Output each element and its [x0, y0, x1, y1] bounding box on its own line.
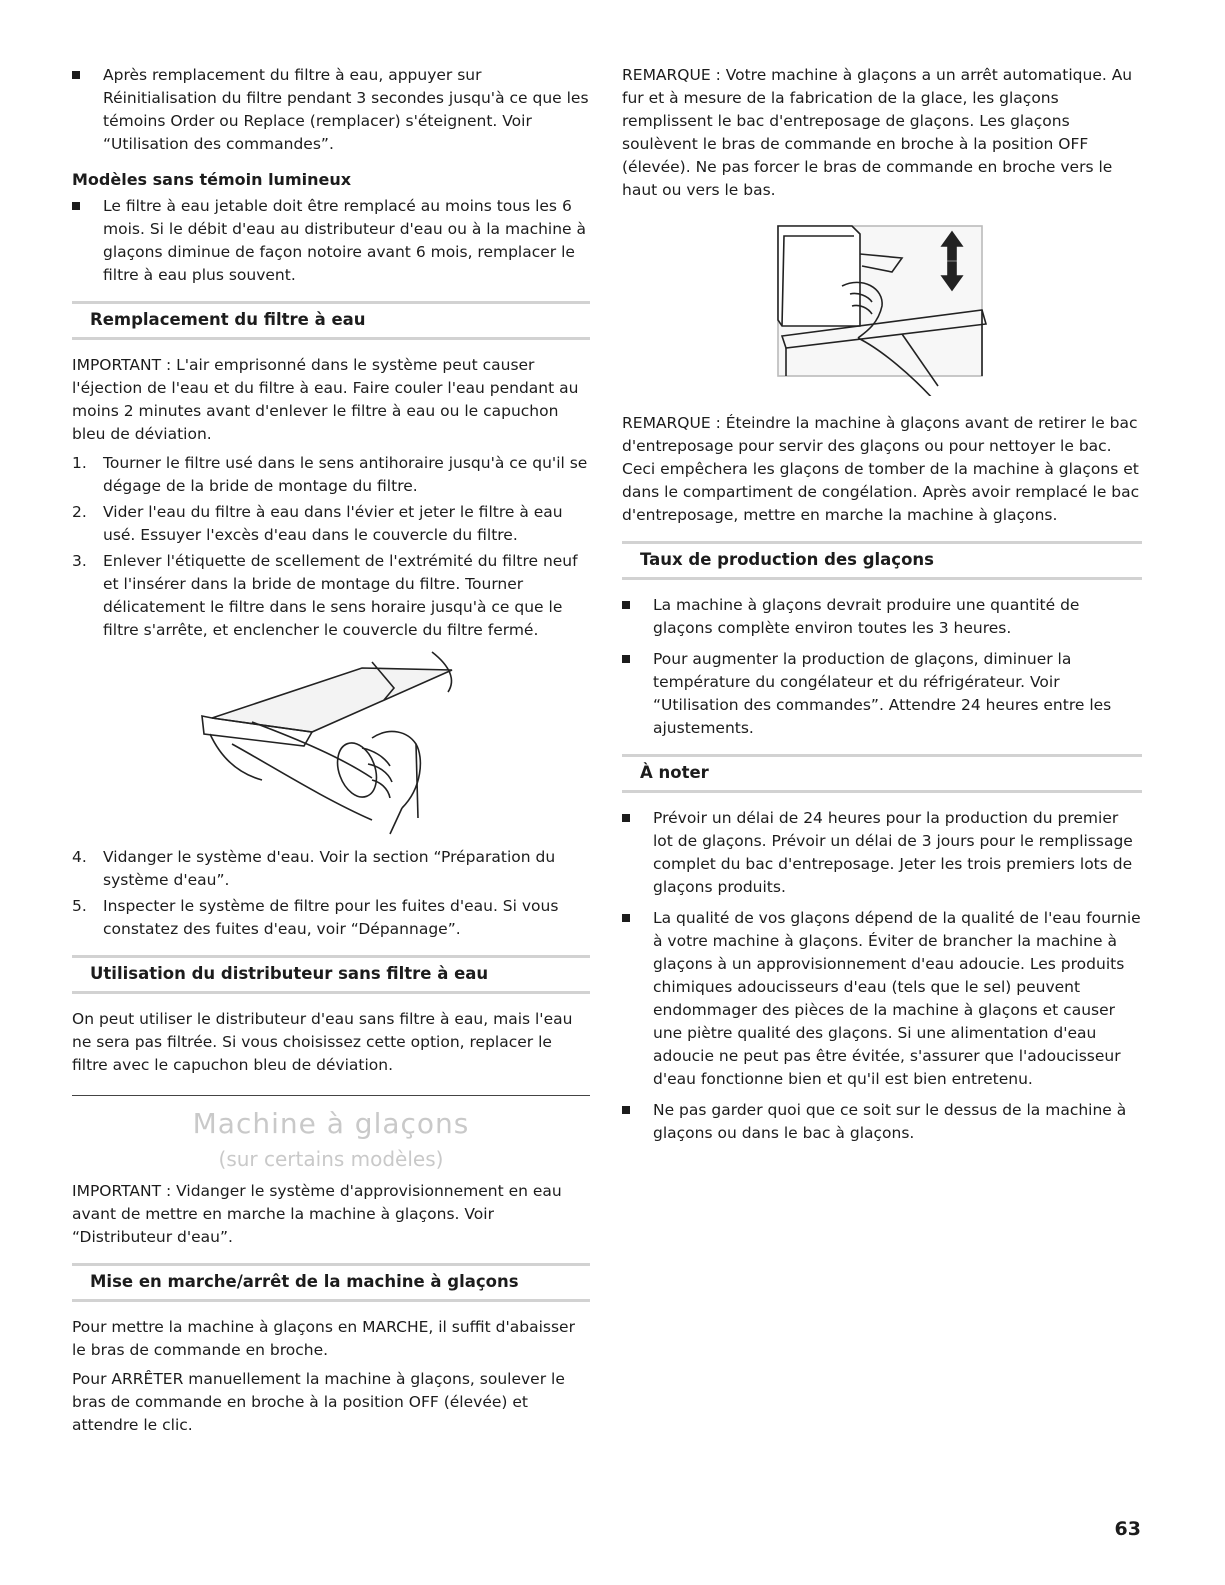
important-water-note: IMPORTANT : Vidanger le système d'approvisionnement en eau avant de mettre en marche la machine à glaçons. Voir “Distributeur d'eau”. — [72, 1182, 562, 1246]
filter-reset-bullet: Après remplacement du filtre à eau, appuyer sur Réinitialisation du filtre pendant 3 secondes jusqu'à ce que les témoins Order ou Replace (remplacer) s'éteignent. Voir “Utilisation des commandes”. — [72, 64, 590, 156]
replace-filter-heading: Remplacement du filtre à eau — [72, 301, 590, 340]
rate-bullet: La machine à glaçons devrait produire une quantité de glaçons complète environ toutes les 3 heures. — [622, 594, 1142, 640]
ice-maker-subtitle: (sur certains modèles) — [218, 1147, 444, 1171]
on-off-paragraph-1: Pour mettre la machine à glaçons en MARCHE, il suffit d'abaisser le bras de commande en broche. — [72, 1318, 575, 1359]
step-item: 3. Enlever l'étiquette de scellement de l'extrémité du filtre neuf et l'insérer dans la bride de montage du filtre. Tourner délicatement le filtre dans le sens horaire jusqu'à ce que le filtre s'arrête, et enclencher le couvercle du filtre fermé. — [72, 552, 578, 639]
step-item: 1. Tourner le filtre usé dans le sens antihoraire jusqu'à ce qu'il se dégage de la bride de montage du filtre. — [72, 454, 588, 495]
production-rate-heading: Taux de production des glaçons — [622, 541, 1142, 580]
note-bullet: Ne pas garder quoi que ce soit sur le dessus de la machine à glaçons ou dans le bac à glaçons. — [622, 1099, 1142, 1145]
page-number: 63 — [1114, 1518, 1141, 1540]
note-heading: À noter — [622, 754, 1142, 793]
step-item: 5. Inspecter le système de filtre pour les fuites d'eau. Si vous constatez des fuites d'eau, voir “Dépannage”. — [72, 897, 559, 938]
left-column — [72, 64, 590, 1443]
note-bullet: La qualité de vos glaçons dépend de la qualité de l'eau fournie à votre machine à glaçons. Éviter de brancher la machine à glaçons à un approvisionnement d'eau adoucie. Les produits chimiques adoucisseurs d'eau (tels que le sel) peuvent endommager des pièces de la machine à glaçons et causer une piètre qualité des glaçons. Si une alimentation d'eau adoucie ne peut pas être évitée, s'assurer que l'adoucisseur d'eau fonctionne bien et qu'il est bien entretenu. — [622, 907, 1142, 1091]
filter-replace-interval-bullet: Le filtre à eau jetable doit être remplacé au moins tous les 6 mois. Si le débit d'eau au distributeur d'eau ou à la machine à glaçons diminue de façon notoire avant 6 mois, remplacer le filtre à eau plus souvent. — [72, 195, 590, 287]
hand-twisting-filter-icon — [72, 648, 590, 844]
step-item: 2. Vider l'eau du filtre à eau dans l'évier et jeter le filtre à eau usé. Essuyer l'excès d'eau dans le couvercle du filtre. — [72, 503, 563, 544]
step-item: 4. Vidanger le système d'eau. Voir la section “Préparation du système d'eau”. — [72, 848, 556, 889]
filter-illustration — [72, 648, 590, 844]
on-off-paragraph-2: Pour ARRÊTER manuellement la machine à glaçons, soulever le bras de commande en broche à la position OFF (élevée) et attendre le clic. — [72, 1370, 565, 1434]
on-off-heading: Mise en marche/arrêt de la machine à glaçons — [72, 1263, 590, 1302]
ice-maker-illustration — [622, 216, 1142, 396]
remarque-turn-off: REMARQUE : Éteindre la machine à glaçons avant de retirer le bac d'entreposage pour servir des glaçons ou pour nettoyer le bac. Ceci empêchera les glaçons de tomber de la machine à glaçons et dans le compartiment de congélation. Après avoir remplacé le bac d'entreposage, mettre en marche la machine à glaçons. — [622, 414, 1140, 524]
important-air-note: IMPORTANT : L'air emprisonné dans le système peut causer l'éjection de l'eau et du filtre à eau. Faire couler l'eau pendant au moins 2 minutes avant d'enlever le filtre à eau ou le capuchon bleu de déviation. — [72, 356, 579, 443]
no-filter-text: On peut utiliser le distributeur d'eau sans filtre à eau, mais l'eau ne sera pas filtrée. Si vous choisissez cette option, replacer le filtre avec le capuchon bleu de déviation. — [72, 1010, 573, 1074]
no-filter-heading: Utilisation du distributeur sans filtre à eau — [72, 955, 590, 994]
remarque-auto-stop: REMARQUE : Votre machine à glaçons a un arrêt automatique. Au fur et à mesure de la fabrication de la glace, les glaçons remplissent le bac d'entreposage de glaçons. Les glaçons soulèvent le bras de commande en broche à la position OFF (élevée). Ne pas forcer le bras de commande en broche vers le haut ou vers le bas. — [622, 66, 1133, 199]
no-light-heading: Modèles sans témoin lumineux — [72, 170, 352, 189]
right-column — [622, 64, 1142, 1153]
rate-bullet: Pour augmenter la production de glaçons, diminuer la température du congélateur et du réfrigérateur. Voir “Utilisation des commandes”. Attendre 24 heures entre les ajustements. — [622, 648, 1142, 740]
ice-maker-title: Machine à glaçons — [72, 1095, 590, 1144]
note-bullet: Prévoir un délai de 24 heures pour la production du premier lot de glaçons. Prévoir un délai de 3 jours pour le remplissage complet du bac d'entreposage. Jeter les trois premiers lots de glaçons produits. — [622, 807, 1142, 899]
ice-maker-arm-icon — [622, 216, 1142, 396]
